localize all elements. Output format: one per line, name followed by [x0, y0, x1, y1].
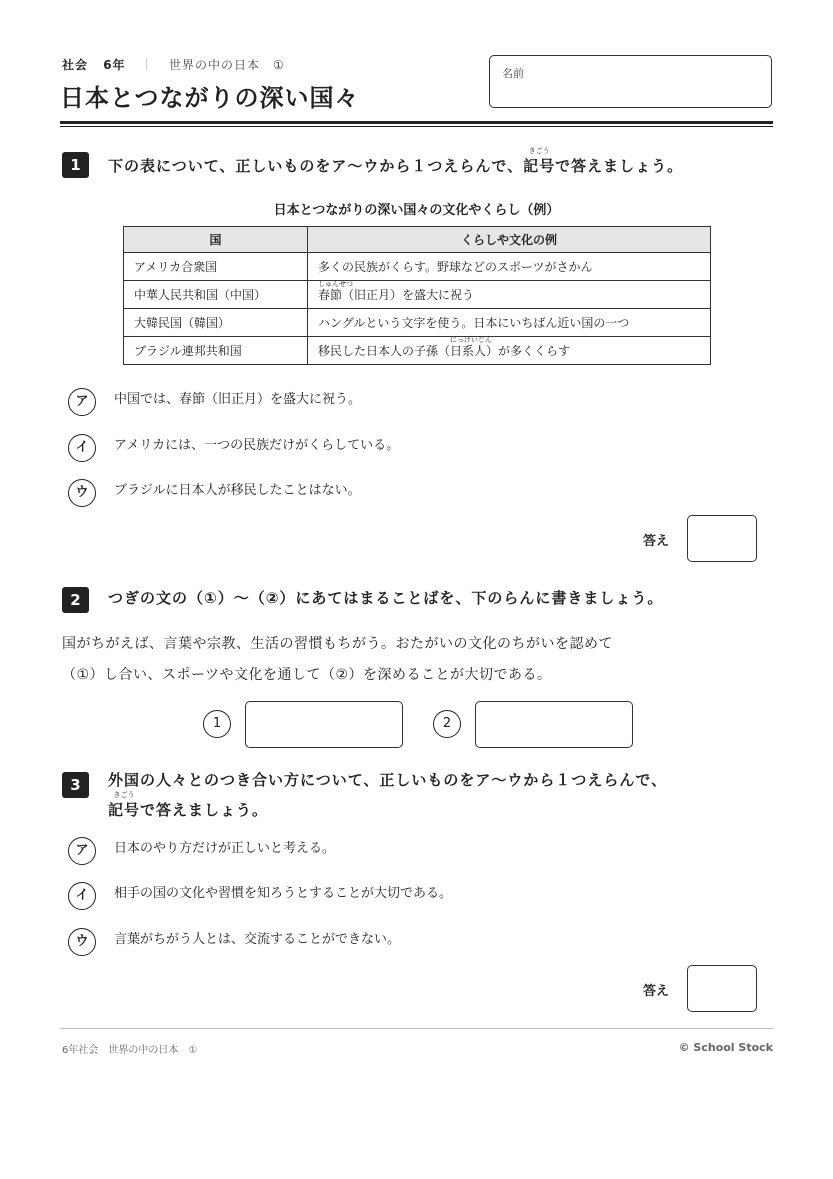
- answer-label-3: 答え: [643, 984, 670, 999]
- question-number-3: 3: [62, 772, 89, 798]
- ruby-base: 日系人: [450, 344, 487, 358]
- separator: ｜: [140, 58, 154, 72]
- option-mark-a[interactable]: ア: [68, 388, 96, 416]
- ruby-reading: しゅんせつ: [318, 280, 353, 288]
- question-3-text-line-2: [108, 791, 269, 820]
- answer-box-3[interactable]: [687, 965, 757, 1012]
- question-1-text: [108, 147, 684, 176]
- table-row: [124, 309, 711, 337]
- q3-option-text-u: 言葉がちがう人とは、交流することができない。: [114, 932, 401, 947]
- blank-1-marker: 1: [203, 710, 231, 738]
- table-caption: 日本とつながりの深い国々の文化やくらし（例）: [273, 203, 560, 218]
- footer-left: 6年社会 世界の中の日本 ①: [62, 1045, 198, 1056]
- option-mark-u[interactable]: ウ: [68, 479, 96, 507]
- q1-ruby-reading: きごう: [528, 147, 550, 155]
- topic: 世界の中の日本 ①: [168, 58, 285, 72]
- header-rule-thick: [60, 121, 773, 124]
- option-text-u: ブラジルに日本人が移民したことはない。: [114, 483, 361, 498]
- q3-ruby-base: 記号: [108, 801, 141, 819]
- footer-right: © School Stock: [678, 1041, 773, 1054]
- table-header-country: 国: [124, 227, 308, 253]
- option-text-a: 中国では、春節（旧正月）を盛大に祝う。: [114, 392, 362, 407]
- table-row: [124, 281, 711, 309]
- q1-ruby: [523, 147, 556, 176]
- table-cell-country: 大韓民国（韓国）: [124, 309, 308, 337]
- passage-line-1: 国がちがえば、言葉や宗教、生活の習慣もちがう。おたがいの文化のちがいを認めて: [62, 636, 613, 652]
- q3-option-text-i: 相手の国の文化や習慣を知ろうとすることが大切である。: [114, 886, 453, 901]
- question-3-text-line-1: 外国の人々とのつき合い方について、正しいものをア～ウから１つえらんで、: [108, 771, 668, 789]
- answer-label-1: 答え: [643, 534, 670, 549]
- table-header-example: くらしや文化の例: [308, 227, 711, 253]
- q1-text-after: で答えましょう。: [555, 157, 684, 175]
- blank-2-marker: 2: [433, 710, 461, 738]
- q1-ruby-base: 記号: [523, 157, 556, 175]
- table-cell-country: アメリカ合衆国: [124, 253, 308, 281]
- page-title: 日本とつながりの深い国々: [60, 84, 360, 112]
- table-row: [124, 253, 711, 281]
- name-field[interactable]: [489, 55, 772, 108]
- blank-1-box[interactable]: [245, 701, 403, 748]
- subject: 社会: [62, 58, 89, 72]
- question-number-1: 1: [62, 152, 89, 178]
- table-header-row: [124, 227, 711, 253]
- example-after: ）が多くくらす: [486, 344, 571, 358]
- ruby-reading: にっけいじん: [450, 336, 492, 344]
- q3-option-mark-a[interactable]: ア: [68, 837, 96, 865]
- ruby-nikkeijin: [450, 336, 492, 359]
- q3-option-text-a: 日本のやり方だけが正しいと考える。: [114, 841, 336, 856]
- option-mark-i[interactable]: イ: [68, 434, 96, 462]
- table-cell-country: 中華人民共和国（中国）: [124, 281, 308, 309]
- option-text-i: アメリカには、一つの民族だけがくらしている。: [114, 438, 400, 453]
- subject-line: [62, 56, 285, 73]
- table-cell-example: [308, 281, 711, 309]
- name-label: 名前: [502, 67, 524, 80]
- example-before: 移民した日本人の子孫（: [318, 344, 451, 358]
- question-2-text: つぎの文の（①）～（②）にあてはまることばを、下のらんに書きましょう。: [108, 589, 664, 607]
- header-rule-thin: [60, 126, 773, 127]
- table-row: [124, 337, 711, 365]
- question-number-2: 2: [62, 587, 89, 613]
- table-cell-country: ブラジル連邦共和国: [124, 337, 308, 365]
- q1-text-before: 下の表について、正しいものをア～ウから１つえらんで、: [108, 157, 524, 175]
- q3-ruby-reading: きごう: [113, 791, 135, 799]
- q3-option-mark-u[interactable]: ウ: [68, 928, 96, 956]
- q3-option-mark-i[interactable]: イ: [68, 882, 96, 910]
- ruby-shunsetsu: [318, 280, 353, 303]
- blank-2-box[interactable]: [475, 701, 633, 748]
- culture-table: [123, 226, 711, 365]
- example-after: （旧正月）を盛大に祝う: [342, 288, 475, 302]
- q3-ruby: [108, 791, 141, 820]
- table-cell-example: [308, 337, 711, 365]
- ruby-base: 春節: [318, 288, 343, 302]
- answer-box-1[interactable]: [687, 515, 757, 562]
- passage-line-2: （①）し合い、スポーツや文化を通して（②）を深めることが大切である。: [62, 667, 552, 683]
- q3-text-after: で答えましょう。: [140, 801, 269, 819]
- table-cell-example: 多くの民族がくらす。野球などのスポーツがさかん: [308, 253, 711, 281]
- table-cell-example: ハングルという文字を使う。日本にいちばん近い国の一つ: [308, 309, 711, 337]
- grade: 6年: [103, 58, 126, 72]
- footer-rule: [60, 1028, 773, 1029]
